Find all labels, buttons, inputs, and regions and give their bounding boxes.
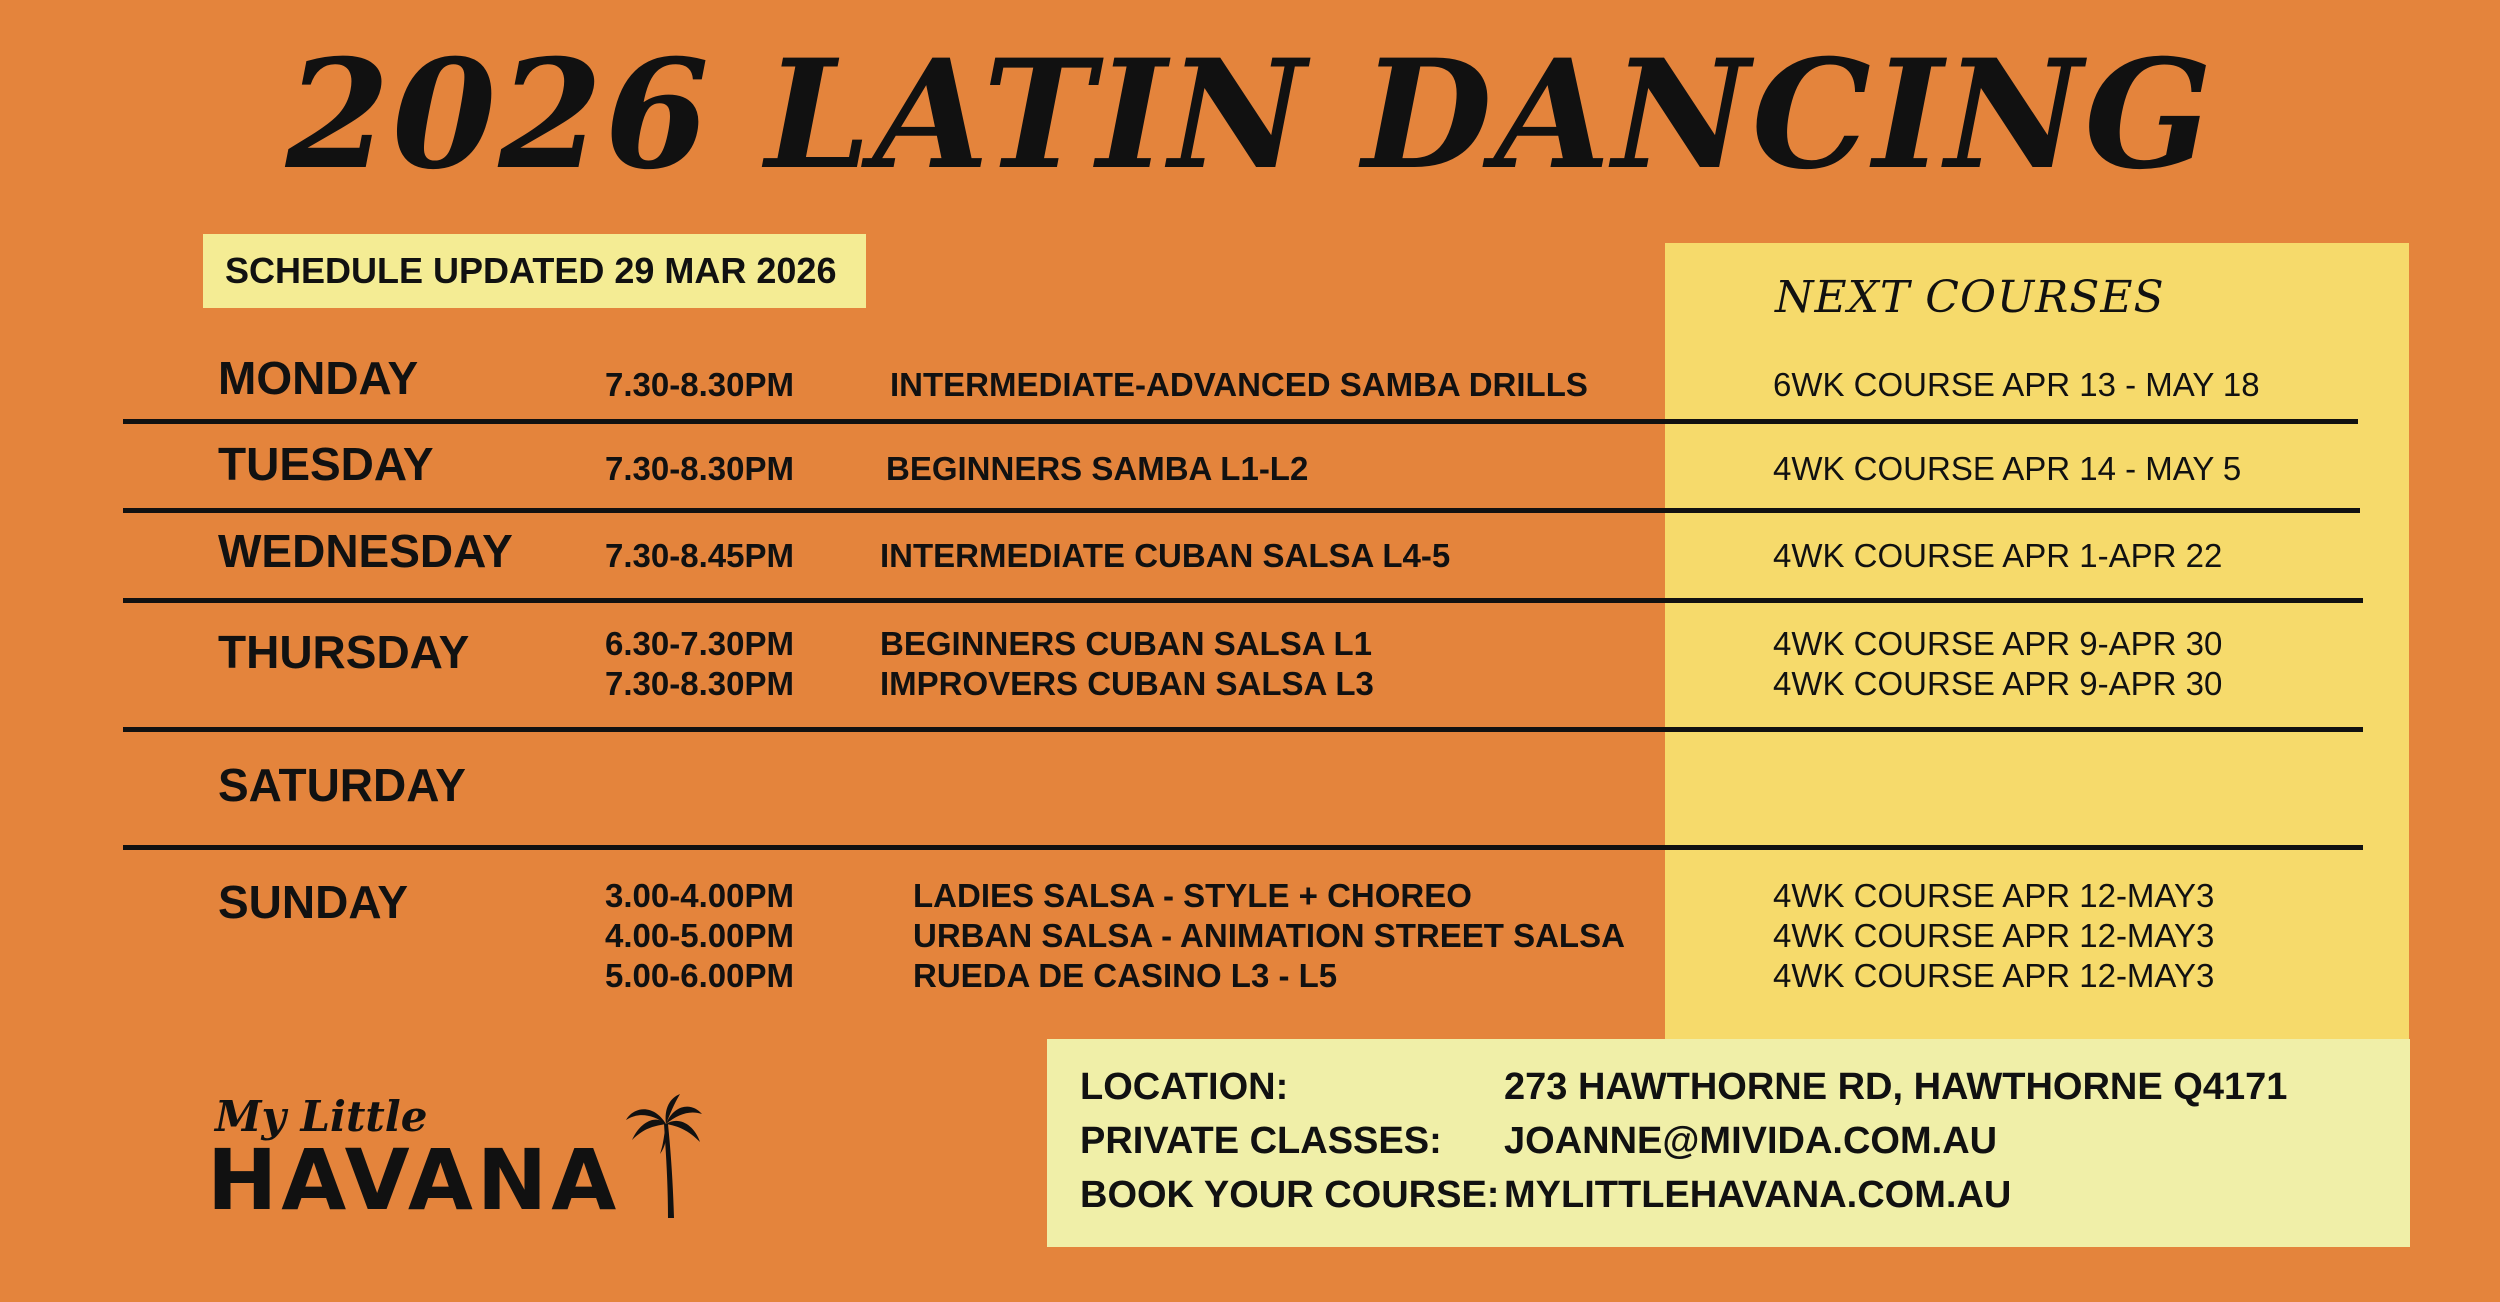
class-time: 6.30-7.30PM <box>605 625 794 662</box>
book-course-label: BOOK YOUR COURSE: <box>1080 1174 1500 1216</box>
day-label-wednesday: WEDNESDAY <box>218 525 513 577</box>
logo-name-text: HAVANA <box>207 1131 621 1229</box>
class-time: 3.00-4.00PM <box>605 877 794 914</box>
private-classes-email[interactable]: JOANNE@MIVIDA.COM.AU <box>1504 1120 1998 1162</box>
class-time: 7.30-8.30PM <box>605 450 794 487</box>
schedule-updated-badge <box>203 234 866 308</box>
course-dates: 4WK COURSE APR 12-MAY3 <box>1773 917 2215 954</box>
location-value: 273 HAWTHORNE RD, HAWTHORNE Q4171 <box>1504 1066 2288 1108</box>
row-divider <box>123 845 2363 850</box>
class-name: LADIES SALSA - STYLE + CHOREO <box>913 877 1472 914</box>
course-dates: 4WK COURSE APR 12-MAY3 <box>1773 957 2215 994</box>
course-dates: 4WK COURSE APR 1-APR 22 <box>1773 537 2223 574</box>
course-dates: 6WK COURSE APR 13 - MAY 18 <box>1773 366 2260 403</box>
row-divider <box>123 419 2358 424</box>
course-dates: 4WK COURSE APR 12-MAY3 <box>1773 877 2215 914</box>
location-label: LOCATION: <box>1080 1066 1289 1108</box>
schedule-updated-text: SCHEDULE UPDATED 29 MAR 2026 <box>225 250 837 291</box>
private-classes-label: PRIVATE CLASSES: <box>1080 1120 1442 1162</box>
logo-script-text: My Little <box>215 1092 428 1141</box>
class-name: BEGINNERS SAMBA L1-L2 <box>886 450 1309 487</box>
class-name: BEGINNERS CUBAN SALSA L1 <box>880 625 1372 662</box>
palm-tree-icon <box>624 1094 704 1220</box>
class-name: URBAN SALSA - ANIMATION STREET SALSA <box>913 917 1625 954</box>
class-name: INTERMEDIATE CUBAN SALSA L4-5 <box>880 537 1451 574</box>
day-label-sunday: SUNDAY <box>218 876 409 928</box>
day-label-thursday: THURSDAY <box>218 626 470 678</box>
next-courses-heading: NEXT COURSES <box>1775 272 2165 323</box>
row-divider <box>123 727 2363 732</box>
class-time: 7.30-8.45PM <box>605 537 794 574</box>
class-name: IMPROVERS CUBAN SALSA L3 <box>880 665 1374 702</box>
class-time: 5.00-6.00PM <box>605 957 794 994</box>
class-name: INTERMEDIATE-ADVANCED SAMBA DRILLS <box>890 366 1588 403</box>
book-course-website[interactable]: MYLITTLEHAVANA.COM.AU <box>1504 1174 2012 1216</box>
row-divider <box>123 598 2363 603</box>
row-divider <box>123 508 2360 513</box>
class-time: 4.00-5.00PM <box>605 917 794 954</box>
course-dates: 4WK COURSE APR 14 - MAY 5 <box>1773 450 2242 487</box>
day-label-monday: MONDAY <box>218 352 419 404</box>
day-label-saturday: SATURDAY <box>218 759 466 811</box>
class-name: RUEDA DE CASINO L3 - L5 <box>913 957 1338 994</box>
day-label-tuesday: TUESDAY <box>218 438 434 490</box>
class-time: 7.30-8.30PM <box>605 665 794 702</box>
class-time: 7.30-8.30PM <box>605 366 794 403</box>
course-dates: 4WK COURSE APR 9-APR 30 <box>1773 665 2223 702</box>
course-dates: 4WK COURSE APR 9-APR 30 <box>1773 625 2223 662</box>
page-title: 2026 LATIN DANCING <box>285 27 2215 203</box>
